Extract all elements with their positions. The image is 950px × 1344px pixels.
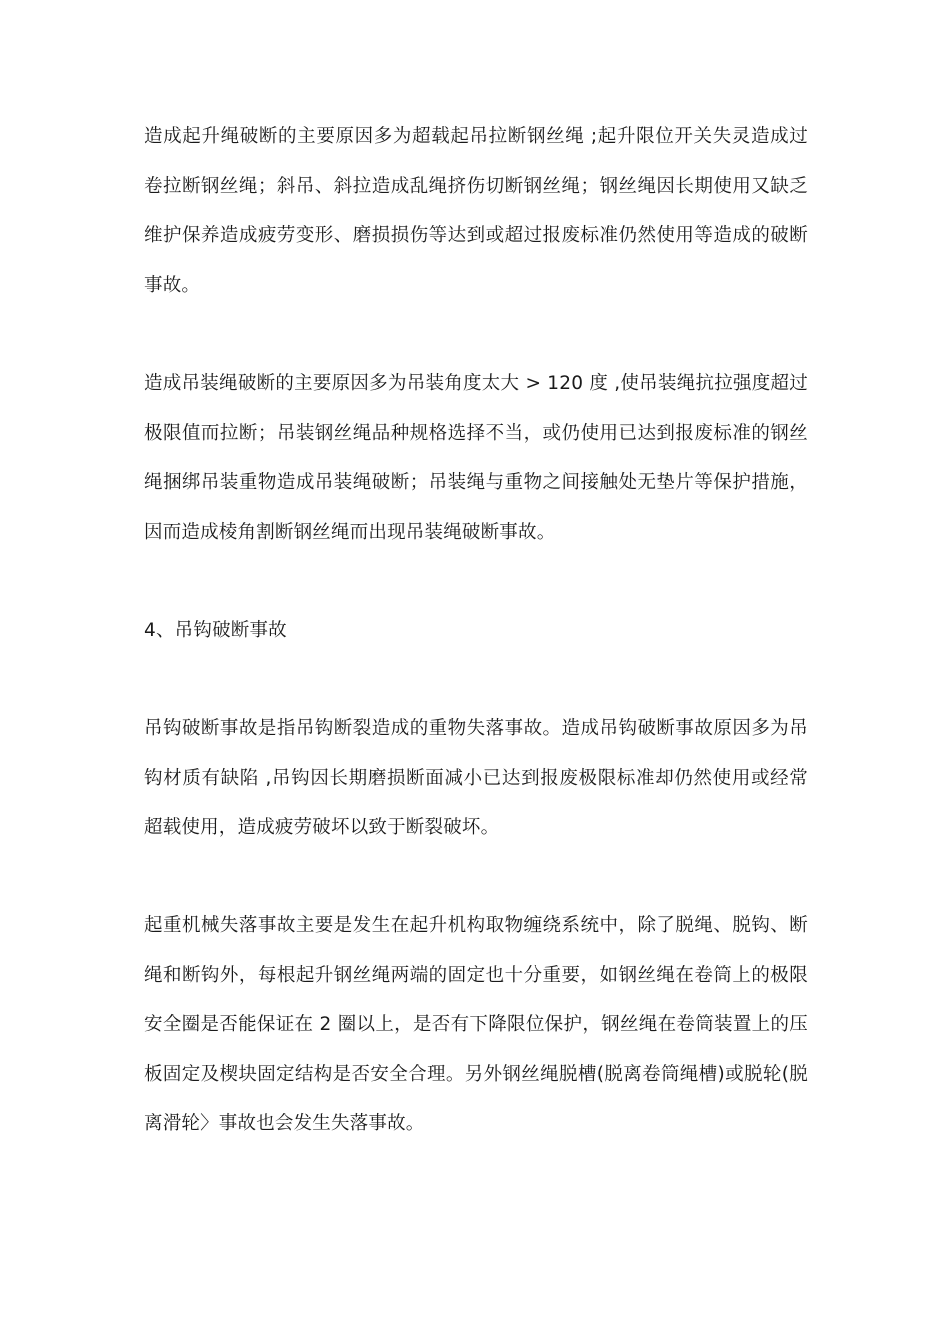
text-line: 绳捆绑吊装重物造成吊装绳破断；吊装绳与重物之间接触处无垫片等保护措施， (144, 472, 808, 493)
text-line: 造成吊装绳破断的主要原因多为吊装角度太大 > 120 度 ,使吊装绳抗拉强度超过 (144, 373, 808, 394)
text-line: 吊钩破断事故是指吊钩断裂造成的重物失落事故。造成吊钩破断事故原因多为吊 (144, 718, 808, 739)
text-line: 维护保养造成疲劳变形、磨损损伤等达到或超过报废标准仍然使用等造成的破断 (144, 225, 808, 246)
text-line: 起重机械失落事故主要是发生在起升机构取物缠绕系统中，除了脱绳、脱钩、断 (144, 915, 808, 936)
text-line: 极限值而拉断；吊装钢丝绳品种规格选择不当，或仍使用已达到报废标准的钢丝 (144, 422, 808, 444)
text-line: 板固定及楔块固定结构是否安全合理。另外钢丝绳脱槽(脱离卷筒绳槽)或脱轮(脱 (144, 1063, 808, 1085)
section-heading: 4、吊钩破断事故 (144, 620, 287, 641)
paragraph-hook-breakage (144, 704, 808, 853)
text-line: 卷拉断钢丝绳；斜吊、斜拉造成乱绳挤伤切断钢丝绳；钢丝绳因长期使用又缺乏 (144, 175, 808, 197)
text-line: 安全圈是否能保证在 2 圈以上，是否有下降限位保护，钢丝绳在卷筒装置上的压 (144, 1014, 808, 1035)
text-line: 离滑轮〉事故也会发生失落事故。 (144, 1113, 425, 1134)
paragraph-sling-rope-breakage (144, 359, 808, 557)
text-line: 钩材质有缺陷 ,吊钩因长期磨损断面减小已达到报废极限标准却仍然使用或经常 (144, 767, 808, 789)
section-heading-hook-breakage (144, 606, 808, 656)
text-line: 因而造成棱角割断钢丝绳而出现吊装绳破断事故。 (144, 521, 556, 543)
text-line: 造成起升绳破断的主要原因多为超载起吊拉断钢丝绳 ;起升限位开关失灵造成过 (144, 126, 808, 147)
paragraph-hoist-rope-breakage (144, 112, 808, 310)
text-line: 超载使用，造成疲劳破坏以致于断裂破坏。 (144, 817, 500, 838)
text-line: 事故。 (144, 274, 201, 296)
paragraph-falling-accident (144, 901, 808, 1149)
text-line: 绳和断钩外，每根起升钢丝绳两端的固定也十分重要，如钢丝绳在卷筒上的极限 (144, 964, 808, 986)
